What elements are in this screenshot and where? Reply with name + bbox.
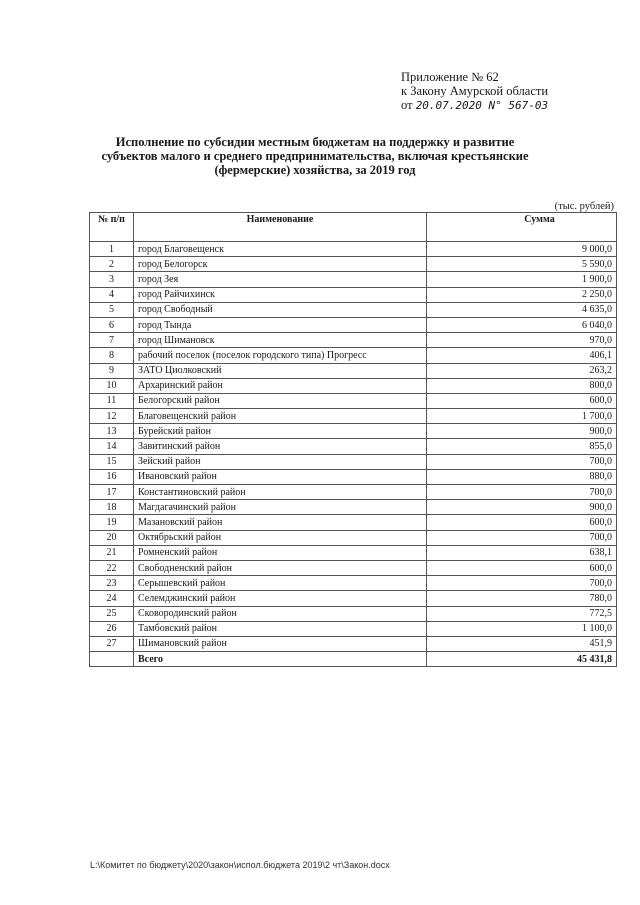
row-name: Завитинский район <box>134 439 427 454</box>
row-name: Магдагачинский район <box>134 500 427 515</box>
row-number: 8 <box>90 348 134 363</box>
row-name: Селемджинский район <box>134 591 427 606</box>
table-row <box>90 287 617 302</box>
row-number: 19 <box>90 515 134 530</box>
table-row <box>90 409 617 424</box>
row-number: 21 <box>90 545 134 560</box>
row-name: Тамбовский район <box>134 621 427 636</box>
row-sum: 1 100,0 <box>427 621 617 636</box>
row-name: город Шимановск <box>134 333 427 348</box>
row-number: 2 <box>90 257 134 272</box>
row-sum: 800,0 <box>427 378 617 393</box>
row-sum: 600,0 <box>427 515 617 530</box>
table-row <box>90 560 617 575</box>
appendix-date-handwritten: 20.07.2020 N° 567-03 <box>415 99 549 112</box>
row-name: Сковородинский район <box>134 606 427 621</box>
appendix-number: Приложение № 62 <box>401 70 499 84</box>
row-number: 27 <box>90 636 134 651</box>
header-sum: Сумма <box>427 213 617 242</box>
row-sum: 900,0 <box>427 424 617 439</box>
table-row <box>90 333 617 348</box>
row-number: 16 <box>90 469 134 484</box>
row-number: 13 <box>90 424 134 439</box>
row-sum: 9 000,0 <box>427 242 617 257</box>
table-body <box>90 242 617 667</box>
row-number: 15 <box>90 454 134 469</box>
row-number: 25 <box>90 606 134 621</box>
row-number: 23 <box>90 576 134 591</box>
table-row <box>90 272 617 287</box>
table-row <box>90 363 617 378</box>
row-sum: 700,0 <box>427 576 617 591</box>
row-sum: 638,1 <box>427 545 617 560</box>
document-title: Исполнение по субсидии местным бюджетам на поддержку и развитие субъектов малого и среднего предпринимательства, включая крестьянские (фермерские) хозяйства, за 2019 год <box>101 135 529 177</box>
row-name: Зейский район <box>134 454 427 469</box>
row-name: Константиновский район <box>134 485 427 500</box>
row-sum: 700,0 <box>427 454 617 469</box>
row-sum: 700,0 <box>427 485 617 500</box>
table-header-row <box>90 213 617 242</box>
row-name: Белогорский район <box>134 393 427 408</box>
header-name: Наименование <box>134 213 427 242</box>
file-path-footer: L:\Комитет по бюджету\2020\закон\испол.бюджета 2019\2 чт\Закон.docx <box>90 860 390 870</box>
table-row <box>90 348 617 363</box>
row-number: 6 <box>90 317 134 332</box>
row-sum: 700,0 <box>427 530 617 545</box>
table-row <box>90 515 617 530</box>
row-number: 3 <box>90 272 134 287</box>
row-sum: 2 250,0 <box>427 287 617 302</box>
row-sum: 451,9 <box>427 636 617 651</box>
row-number: 17 <box>90 485 134 500</box>
table-row <box>90 530 617 545</box>
table-row <box>90 393 617 408</box>
row-number: 1 <box>90 242 134 257</box>
row-sum: 6 040,0 <box>427 317 617 332</box>
row-number: 24 <box>90 591 134 606</box>
table-row <box>90 257 617 272</box>
row-sum: 4 635,0 <box>427 302 617 317</box>
row-name: город Зея <box>134 272 427 287</box>
row-name: Архаринский район <box>134 378 427 393</box>
row-number: 9 <box>90 363 134 378</box>
row-name: Ромненский район <box>134 545 427 560</box>
row-number: 7 <box>90 333 134 348</box>
row-sum: 600,0 <box>427 393 617 408</box>
row-sum: 1 900,0 <box>427 272 617 287</box>
table-row <box>90 576 617 591</box>
header-num: № п/п <box>90 213 134 242</box>
table-row <box>90 439 617 454</box>
table-row <box>90 424 617 439</box>
row-name: город Тында <box>134 317 427 332</box>
row-name: Благовещенский район <box>134 409 427 424</box>
row-sum: 780,0 <box>427 591 617 606</box>
table-row <box>90 606 617 621</box>
row-number: 5 <box>90 302 134 317</box>
table-row <box>90 591 617 606</box>
row-number: 22 <box>90 560 134 575</box>
table-row <box>90 302 617 317</box>
row-sum: 5 590,0 <box>427 257 617 272</box>
table-row <box>90 454 617 469</box>
row-sum: 1 700,0 <box>427 409 617 424</box>
appendix-law: к Закону Амурской области <box>401 84 549 98</box>
row-name: город Белогорск <box>134 257 427 272</box>
row-name: рабочий поселок (поселок городского типа) Прогресс <box>134 348 427 363</box>
row-name: город Благовещенск <box>134 242 427 257</box>
appendix-block <box>401 70 601 113</box>
row-number: 14 <box>90 439 134 454</box>
row-name: Ивановский район <box>134 469 427 484</box>
table-row <box>90 485 617 500</box>
row-number: 20 <box>90 530 134 545</box>
row-name: Бурейский район <box>134 424 427 439</box>
row-sum: 406,1 <box>427 348 617 363</box>
row-sum: 772,5 <box>427 606 617 621</box>
subsidy-table <box>89 212 617 667</box>
total-label: Всего <box>134 652 427 667</box>
row-name: Свободненский район <box>134 560 427 575</box>
row-name: Мазановский район <box>134 515 427 530</box>
row-name: город Свободный <box>134 302 427 317</box>
row-name: ЗАТО Циолковский <box>134 363 427 378</box>
row-sum: 263,2 <box>427 363 617 378</box>
appendix-date <box>401 98 601 113</box>
table-row <box>90 242 617 257</box>
table-row <box>90 317 617 332</box>
row-name: город Райчихинск <box>134 287 427 302</box>
row-sum: 900,0 <box>427 500 617 515</box>
row-name: Октябрьский район <box>134 530 427 545</box>
row-sum: 855,0 <box>427 439 617 454</box>
table-row <box>90 636 617 651</box>
row-number: 11 <box>90 393 134 408</box>
row-number: 12 <box>90 409 134 424</box>
total-sum: 45 431,8 <box>427 652 617 667</box>
table-row <box>90 500 617 515</box>
table-row <box>90 469 617 484</box>
row-name: Шимановский район <box>134 636 427 651</box>
table-total-row <box>90 652 617 667</box>
table-row <box>90 545 617 560</box>
row-name: Серышевский район <box>134 576 427 591</box>
row-number: 18 <box>90 500 134 515</box>
row-sum: 880,0 <box>427 469 617 484</box>
row-number: 10 <box>90 378 134 393</box>
row-sum: 600,0 <box>427 560 617 575</box>
table-row <box>90 378 617 393</box>
total-empty <box>90 652 134 667</box>
table-row <box>90 621 617 636</box>
row-number: 4 <box>90 287 134 302</box>
row-number: 26 <box>90 621 134 636</box>
appendix-date-prefix: от <box>401 98 413 112</box>
row-sum: 970,0 <box>427 333 617 348</box>
units-label: (тыс. рублей) <box>554 201 614 212</box>
